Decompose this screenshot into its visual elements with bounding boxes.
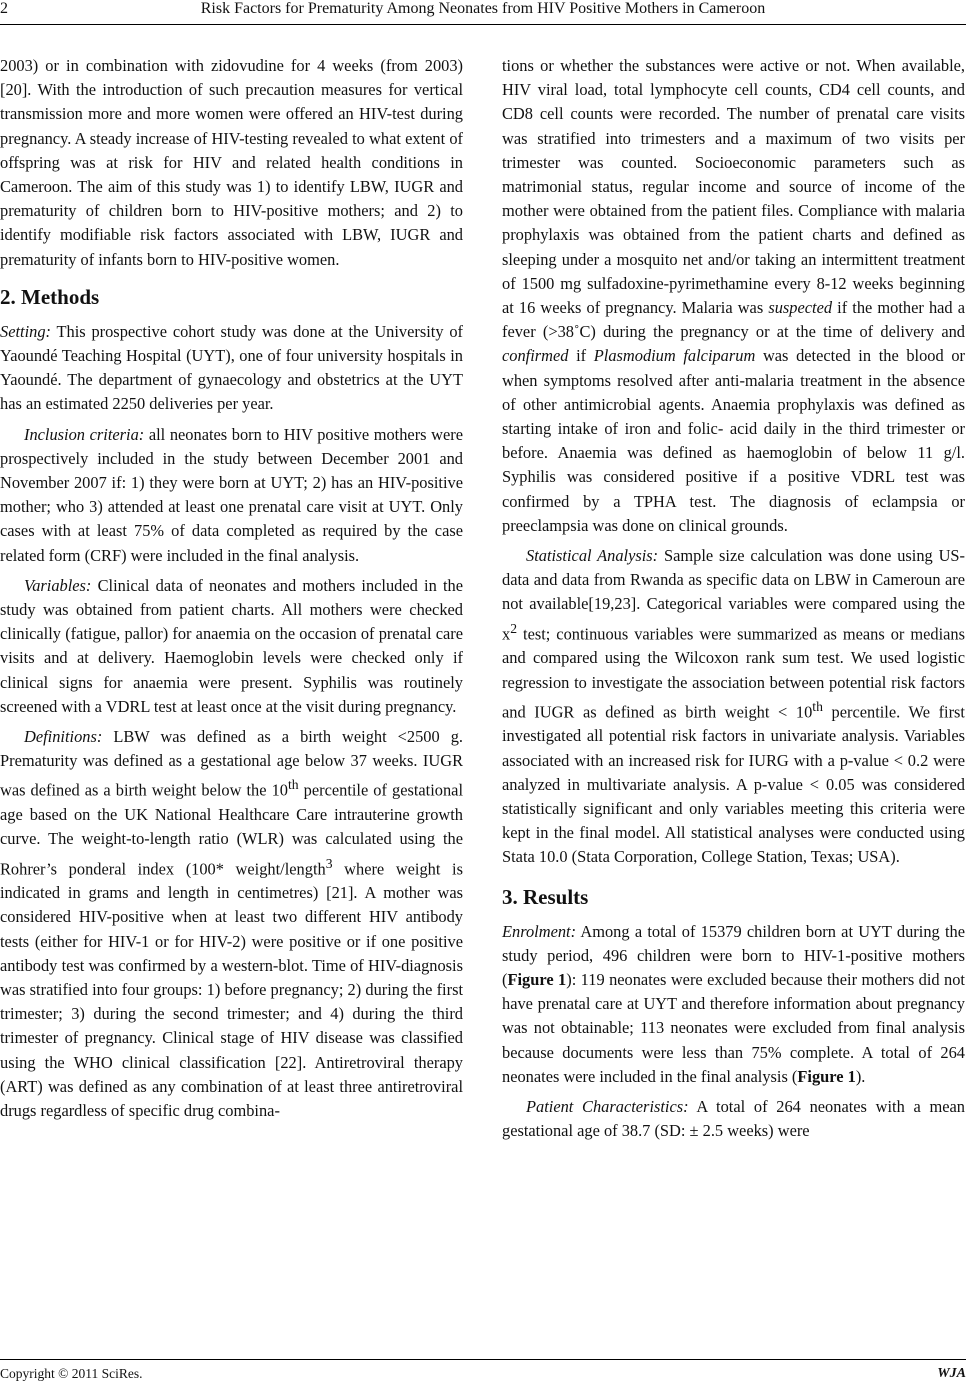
statistics-lead: Statistical Analysis: [526,546,659,566]
superscript-th: th [812,698,823,714]
enrolment-text-3: ). [855,1066,866,1086]
superscript-3: 3 [325,855,333,871]
figure-1-reference: Figure 1 [507,970,567,990]
definitions-cont-2: if the mother had a fever (>38˚C) during the pregnancy or at the time of delivery and [502,298,965,342]
definitions-paragraph [0,725,463,1123]
figure-1-reference: Figure 1 [797,1066,856,1086]
footer-rule [0,1359,966,1360]
page-number: 2 [0,0,8,17]
definitions-cont-3: if [568,346,594,366]
statistics-text-2: test; continuous variables were summarized as means or medians and compared using the Wilcoxon rank sum test. We used logistic regression to investigate the association between potential risk factors and IUGR as defined as birth weight < 10 [502,624,965,722]
setting-lead: Setting: [0,321,51,341]
statistics-text-1: Sample size calculation was done using US-data and data from Rwanda as specific data on LBW in Cameroun are not available[19,23]. Categorical variables were compared using the x [502,546,965,644]
setting-paragraph [0,320,463,417]
confirmed-term: confirmed [502,346,569,366]
enrolment-text-2: ): 119 neonates were excluded because their mothers did not have prenatal care at UYT and therefore information about pregnancy was not obtainable; 113 neonates were excluded from final analysis because documents were less than 75% complete. A total of 264 neonates were included in the final analysis ( [502,970,965,1086]
patient-characteristics-paragraph [502,1095,965,1143]
running-title: Risk Factors for Prematurity Among Neonates from HIV Positive Mothers in Cameroon [200,0,766,17]
patient-characteristics-lead: Patient Characteristics: [526,1097,689,1117]
intro-paragraph: 2003) or in combination with zidovudine for 4 weeks (from 2003) [20]. With the introduction of such precaution measures for vertical transmission more and more women were offered an HIV-test during pregnancy. A steady increase of HIV-testing revealed to what extent of offspring was at risk for HIV and related health conditions in Cameroon. The aim of this study was 1) to identify LBW, IUGR and prematurity of children born to HIV-positive mothers; and 2) to identify modifiable risk factors associated with LBW, IUGR and prematurity of infants born to HIV-positive women. [0,56,463,269]
journal-abbreviation: WJA [937,1366,966,1381]
statistics-paragraph [502,544,965,870]
definitions-text-2: percentile of gestational age based on the UK National Healthcare Care intrauterine growth curve. The weight-to-length ratio (WLR) was calculated using the Rohrer’s ponderal index (100* weight/length [0,780,463,879]
definitions-cont-4: was detected in the blood or when symptoms resolved after anti-malaria treatment in the absence of other antimicrobial agents. Anaemia prophylaxis was defined as starting intake of iron and folic- acid daily in the third trimester or before. Anaemia was defined as haemoglobin of below 11 g/l. Syphilis was considered positive if a positive VDRL test was confirmed by a TPHA test. The diagnosis of eclampsia or preeclampsia was done on clinical grounds. [502,346,965,535]
inclusion-paragraph [0,423,463,568]
methods-heading: 2. Methods [0,284,100,309]
setting-text: This prospective cohort study was done at the University of Yaoundé Teaching Hospital (UYT), one of four university hospitals in Yaoundé. The department of gynaecology and obstetrics at the UYT has an estimated 2250 deliveries per year. [0,321,463,414]
definitions-continued-paragraph [502,54,965,538]
enrolment-text-1: Among a total of 15379 children born at UYT during the study period, 496 children were born to HIV-1-positive mothers ( [502,921,965,990]
inclusion-text: all neonates born to HIV positive mothers were prospectively included in the study between December 2001 and November 2007 if: 1) they were born at UYT; 2) has an HIV-positive mother; who 3) attended at least one prenatal care visit at UYT. Only cases with at least 75% of data completed as required by the case related form (CRF) were included in the final analysis. [0,424,463,565]
definitions-text-1: LBW was defined as a birth weight <2500 g. Prematurity was defined as a gestational age below 37 weeks. IUGR was defined as a birth weight below the 10 [0,727,463,800]
header-rule [0,24,966,25]
right-column [502,54,965,1143]
variables-text: Clinical data of neonates and mothers included in the study was obtained from patient charts. All mothers were checked clinically (fatigue, pallor) for anaemia on the occasion of prenatal care visits and at delivery. Haemoglobin levels were checked only if clinical signs for anaemia were present. Syphilis was routinely screened with a VDRL test at least once at the visit during pregnancy. [0,575,463,716]
statistics-text-3: percentile. We first investigated all potential risk factors in univariate analysis. Variables associated with an increased risk for IURG with a p-value < 0.2 were analyzed in multivariate analysis. A p-value < 0.05 was considered statistically significant and only variables meeting this criteria were kept in the final model. All statistical analyses were conducted using Stata 10.0 (Stata Corporation, College Station, Texas; USA). [502,702,965,867]
enrolment-lead: Enrolment: [502,921,577,941]
inclusion-lead: Inclusion criteria: [24,424,145,444]
plasmodium-term: Plasmodium falciparum [593,346,756,366]
variables-lead: Variables: [24,575,92,595]
patient-characteristics-text: A total of 264 neonates with a mean gestational age of 38.7 (SD: ± 2.5 weeks) were [502,1097,965,1141]
left-column [0,54,463,1123]
variables-paragraph [0,574,463,719]
definitions-cont-1: tions or whether the substances were active or not. When available, HIV viral load, total lymphocyte cell counts, CD4 cell counts, and CD8 cell counts were recorded. The number of prenatal care visits was stratified into trimesters and a maximum of two visits per trimester was counted. Socioeconomic parameters such as matrimonial status, regular income and source of income of the mother were obtained from the patient files. Compliance with malaria prophylaxis was obtained from the patient charts and defined as sleeping under a mosquito net and/or taking an intermittent treatment of 1500 mg sulfadoxine-pyrimethamine every 8-12 weeks beginning at 16 weeks of pregnancy. Malaria was [502,56,965,318]
enrolment-paragraph [502,920,965,1089]
copyright-notice: Copyright © 2011 SciRes. [0,1366,143,1381]
superscript-th: th [287,777,299,793]
results-heading: 3. Results [502,884,589,909]
superscript-2: 2 [510,620,518,636]
suspected-term: suspected [768,298,833,318]
definitions-lead: Definitions: [24,727,103,747]
definitions-text-3: where weight is indicated in grams and length in centimetres) [21]. A mother was considered HIV-positive when at least two different HIV antibody tests (either for HIV-1 or for HIV-2) were positive or if one positive antibody test was confirmed by a western-blot. Time of HIV-diagnosis was stratified into four groups: 1) before pregnancy; 2) during the first trimester; 3) during the second trimester; and 4) during the third trimester of pregnancy. Clinical stage of HIV disease was classified using the WHO clinical classification [22]. Antiretroviral therapy (ART) was defined as any combination of at least three antiretroviral drugs regardless of specific drug combina- [0,859,463,1121]
